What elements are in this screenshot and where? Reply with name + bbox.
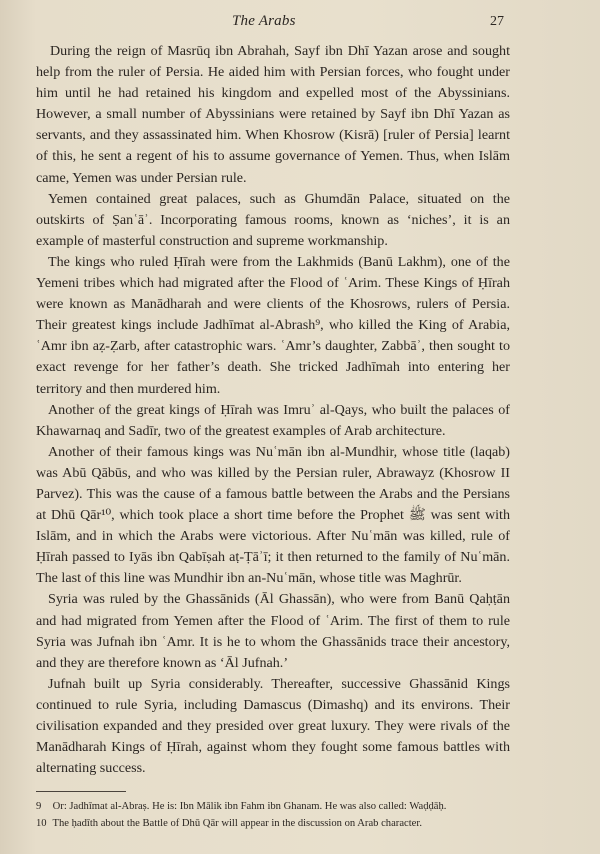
paragraph: Another of the great kings of Ḥīrah was Imruʾ al-Qays, who built the palaces of Khawarnaq and Sadīr, two of the greatest examples of Arab architecture.	[36, 401, 510, 439]
footnote-divider	[36, 791, 126, 792]
body-text	[36, 41, 510, 779]
paragraph: Another of their famous kings was Nuʿmān ibn al-Mundhir, whose title (laqab) was Abū Qābūs, and who was killed by the Persian ruler, Abrawayz (Khosrow II Parvez). This was the cause of a famous battle between the Arabs and the Persians at Dhū Qār¹⁰, which took place a short time before the Prophet ﷺ was sent with Islām, and in which the Arabs were victorious. After Nuʿmān was killed, rule of Ḥīrah passed to Iyās ibn Qabīṣah aṭ-Ṭāʾī; it then returned to the family of Nuʿmān. The last of this line was Mundhir ibn an-Nuʿmān, whose title was Maghrūr.	[36, 443, 510, 587]
footnote-number: 9	[36, 801, 42, 812]
paragraph: Syria was ruled by the Ghassānids (Āl Ghassān), who were from Banū Qaḥṭān and had migrated from Yemen after the Flood of ʿArim. The first of them to rule Syria was Jufnah ibn ʿAmr. It is he to whom the Ghassānids trace their ancestory, and they are therefore known as ‘Āl Jufnah.’	[36, 591, 510, 671]
footnote-text: Or: Jadhīmat al-Abraṣ. He is: Ibn Mālik ibn Fahm ibn Ghanam. He was also called: Waḍḍāḥ.	[52, 801, 447, 812]
footnote-number: 10	[36, 818, 47, 829]
paragraph: During the reign of Masrūq ibn Abrahah, Sayf ibn Dhī Yazan arose and sought help from the ruler of Persia. He aided him with Persian forces, who fought under him until he had retained his kingdom and expelled most of the Abyssinians. However, a small number of Abyssinians were retained by Sayf ibn Dhī Yazan as servants, and they assassinated him. When Khosrow (Kisrā) [ruler of Persia] learnt of this, he sent a regent of his to assume governance of Yemen. Thus, when Islām came, Yemen was under Persian rule.	[36, 43, 510, 186]
footnote-text: The ḥadīth about the Battle of Dhū Qār will appear in the discussion on Arab character.	[52, 818, 422, 829]
running-title: The Arabs	[232, 13, 296, 29]
footnote	[36, 798, 506, 815]
paragraph: Jufnah built up Syria considerably. Thereafter, successive Ghassānid Kings continued to rule Syria, including Damascus (Dimashq) and its environs. Their civilisation expanded and they presided over great luxury. They were rivals of the Manādharah Kings of Ḥīrah, against whom they fought some famous battles with alternating success.	[36, 675, 510, 777]
paragraph: Yemen contained great palaces, such as Ghumdān Palace, situated on the outskirts of Ṣanʿāʾ. Incorporating famous rooms, known as ‘niches’, it is an example of masterful construction and supreme workmanship.	[36, 190, 510, 249]
footnote	[36, 815, 506, 832]
page-number: 27	[490, 14, 504, 29]
paragraph: The kings who ruled Ḥīrah were from the Lakhmids (Banū Lakhm), one of the Yemeni tribes which had migrated after the Flood of ʿArim. These Kings of Ḥīrah were known as Manādharah and were clients of the Khosrows, rulers of Persia. Their greatest kings include Jadhīmat al-Abrash⁹, who killed the King of Arabia, ʿAmr ibn aẓ-Ẓarb, after catastrophic wars. ʿAmr’s daughter, Zabbāʾ, then sought to exact revenge for her father’s death. She tricked Jadhīmah into entering her territory and then murdered him.	[36, 253, 510, 397]
footnotes	[36, 798, 506, 832]
